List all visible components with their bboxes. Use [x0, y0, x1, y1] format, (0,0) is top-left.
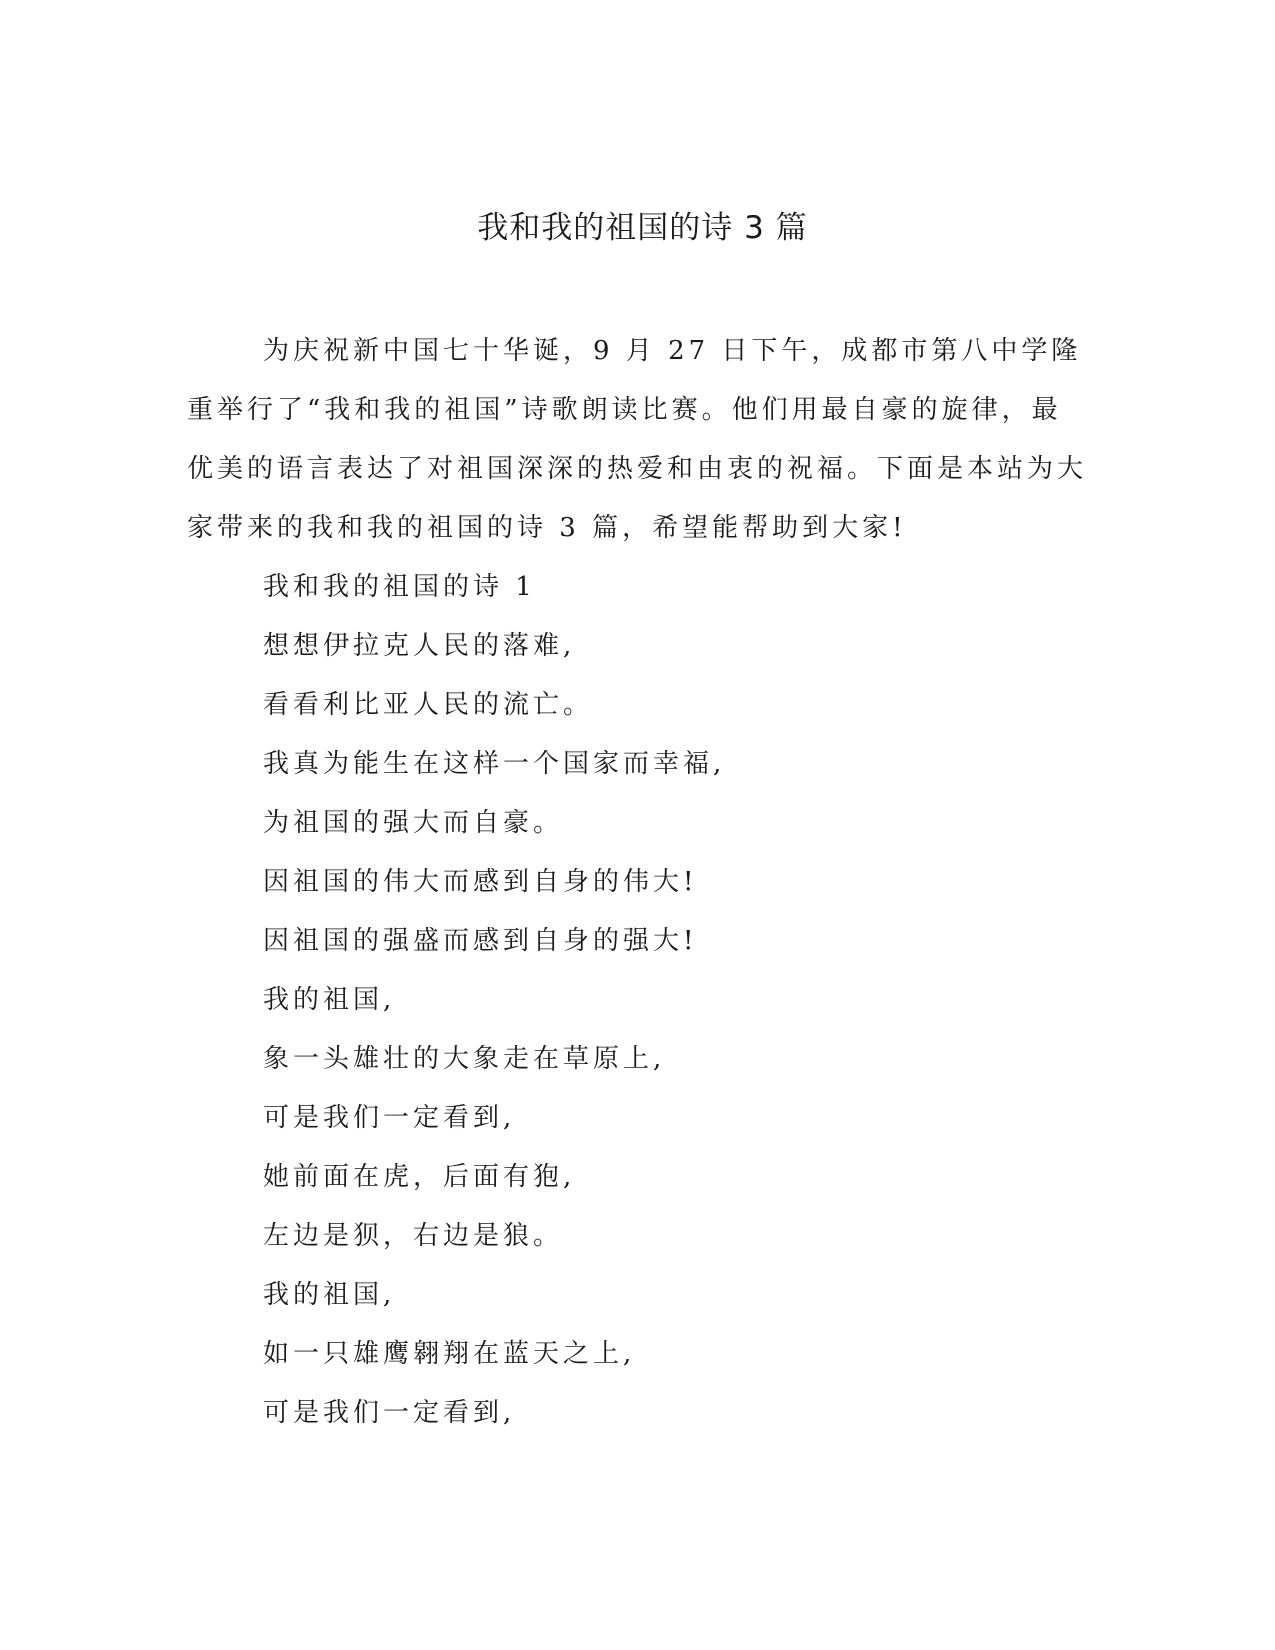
poem-line: 因祖国的强盛而感到自身的强大! — [263, 926, 698, 956]
poem-line: 我的祖国, — [263, 985, 396, 1015]
document-title: 我和我的祖国的诗 3 篇 — [477, 210, 808, 246]
poem-line: 想想伊拉克人民的落难, — [263, 631, 576, 661]
poem-heading: 我和我的祖国的诗 1 — [263, 572, 536, 602]
poem-line: 为祖国的强大而自豪。 — [263, 808, 564, 838]
poem-lines — [187, 558, 1087, 1443]
intro-paragraph: 为庆祝新中国七十华诞，9 月 27 日下午，成都市第八中学隆重举行了“我和我的祖国”诗歌朗读比赛。他们用最自豪的旋律，最优美的语言表达了对祖国深深的热爱和由衷的祝福。下面是本站为大家带来的我和我的祖国的诗 3 篇，希望能帮助到大家! — [187, 336, 1088, 543]
document-body — [187, 322, 1087, 1443]
poem-line: 可是我们一定看到, — [263, 1398, 516, 1428]
poem-line: 象一头雄壮的大象走在草原上, — [263, 1044, 666, 1074]
poem-line: 左边是狈，右边是狼。 — [263, 1221, 564, 1251]
poem-line: 我真为能生在这样一个国家而幸福, — [263, 749, 726, 779]
poem-line: 我的祖国, — [263, 1280, 396, 1310]
poem-line: 如一只雄鹰翱翔在蓝天之上, — [263, 1339, 636, 1369]
poem-line: 可是我们一定看到, — [263, 1103, 516, 1133]
poem-line: 因祖国的伟大而感到自身的伟大! — [263, 867, 698, 897]
poem-line: 她前面在虎，后面有狍, — [263, 1162, 576, 1192]
poem-line: 看看利比亚人民的流亡。 — [263, 690, 594, 720]
